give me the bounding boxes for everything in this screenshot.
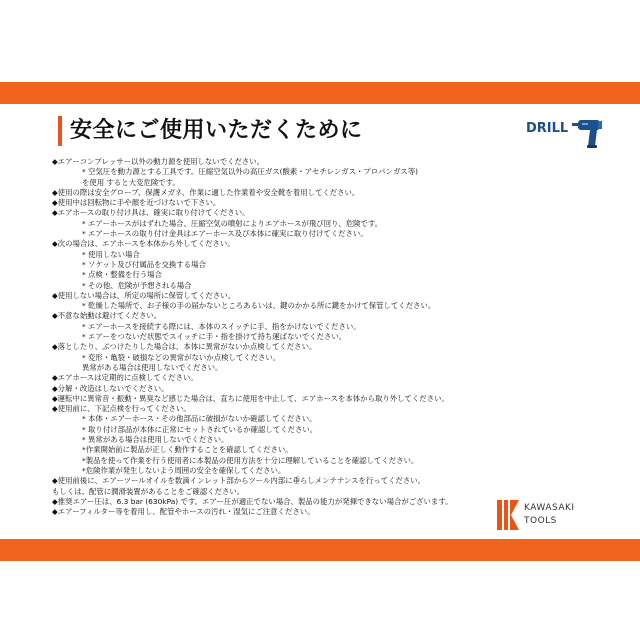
top-accent-band <box>0 82 640 104</box>
instruction-subitem: * エアーホースの取り付け金具はエアーホース及び本体に確実に取り付けてください。 <box>82 229 368 239</box>
instruction-subitem: * 使用しない場合 <box>82 249 140 259</box>
instruction-subitem: * エアーをつないだ状態でスイッチに手・指を掛けて持ち運ばないでください。 <box>82 332 347 342</box>
kawasaki-logo-icon <box>497 500 519 530</box>
instruction-item: ◆運転中に異常音・振動・異臭など感じた場合は、直ちに使用を中止して、エアホースを本体から取り外してください。 <box>52 393 449 403</box>
page-title: 安全にご使用いただくために <box>70 118 363 143</box>
instruction-subitem: *危険作業が発生しないよう周囲の安全を確保してください。 <box>82 465 286 475</box>
instruction-subitem: *作業開始前に製品が正しく動作することを確認してください。 <box>82 445 293 455</box>
instruction-subitem: * その他、危険が予想される場合 <box>82 280 192 290</box>
instruction-subitem: * エアーホースを接続する際には、本体のスイッチに手、指をかけないでください。 <box>82 321 361 331</box>
instruction-item: ◆推奨エアー圧は、6.3 bar (630kPa) です。エアー圧が適正でない場合、製品の能力が発揮できない場合がございます。 <box>52 496 453 506</box>
instruction-item: ◆エアホースの取り付け具は、確実に取り付けてください。 <box>52 208 250 218</box>
instruction-item: もしくは、配管に潤滑装置があることをご確認ください。 <box>52 486 245 496</box>
instruction-item: ◆エアーコンプレッサー以外の動力源を使用しないでください。 <box>52 157 265 166</box>
instruction-subitem: *製品を使って作業を行う使用者に本製品の使用方法を十分に理解していることを確認してください。 <box>82 455 419 465</box>
brand-subname: TOOLS <box>524 516 557 526</box>
instruction-item: ◆エアーフィルター等を着用し、配管やホースの汚れ・湿気にご注意ください。 <box>52 507 315 517</box>
instruction-item: ◆落としたり、ぶつけたりした場合は、本体に異常がないか点検してください。 <box>52 342 317 352</box>
instruction-item: ◆エアホースは定期的に点検してください。 <box>52 373 198 383</box>
instruction-item: ◆次の場合は、エアホースを本体から外してください。 <box>52 239 235 249</box>
instruction-subitem: * 取り付け部品が本体に正常にセットされているか確認してください。 <box>82 424 318 434</box>
instruction-item: ◆使用しない場合は、所定の場所に保管してください。 <box>52 290 236 300</box>
instruction-subitem: * エアーホースがはずれた場合、圧縮空気の噴射によりエアホースが飛び回り、危険です。 <box>82 218 383 228</box>
instruction-item: ◆使用前に、下記点検を行ってください。 <box>52 404 191 414</box>
instruction-subitem: * 本体・エアーホース・その他部品に破損がないか確認してください。 <box>82 414 317 424</box>
instruction-item: ◆分解・改造はしないでください。 <box>52 383 169 393</box>
instruction-subitem: を使用 すると大変危険です。 <box>82 177 180 187</box>
instruction-item: ◆使用中は回転物に手や顔を近づけないで下さい。 <box>52 198 221 208</box>
instruction-subitem: * ソケット及び付属品を交換する場合 <box>82 259 206 269</box>
instruction-item: ◆使用前後に、エアーツールオイルを数滴インレット部からツール内部に垂らしメンテナンスを行ってください。 <box>52 476 426 486</box>
instruction-subitem: * 乾燥した場所で、お子様の手の届かないところあるいは、鍵のかかる所に鍵をかけて保管してください。 <box>82 301 436 311</box>
instruction-subitem: * 異常がある場合は使用しないでください。 <box>82 435 229 445</box>
bottom-accent-band <box>0 539 640 561</box>
drill-badge-label: DRILL <box>526 121 569 136</box>
instruction-subitem: 異常がある場合は使用しないでください。 <box>82 362 223 372</box>
brand-name: KAWASAKI <box>524 503 575 513</box>
instruction-subitem: * 変形・亀裂・破損などの異常がないか点検してください。 <box>82 352 281 362</box>
drill-icon <box>570 114 610 150</box>
safety-instructions <box>52 157 522 517</box>
instruction-subitem: * 空気圧を動力源とする工具です。圧縮空気以外の高圧ガス(酸素・アセチレンガス・プロパンガス等) <box>82 167 419 177</box>
instruction-item: ◆不意な始動は避けてください。 <box>52 311 162 321</box>
instruction-subitem: * 点検・整備を行う場合 <box>82 270 162 280</box>
title-accent-bar <box>58 116 62 146</box>
instruction-item: ◆使用の際は安全グローブ、保護メガネ、作業に適した作業着や安全靴を着用してください。 <box>52 187 360 197</box>
